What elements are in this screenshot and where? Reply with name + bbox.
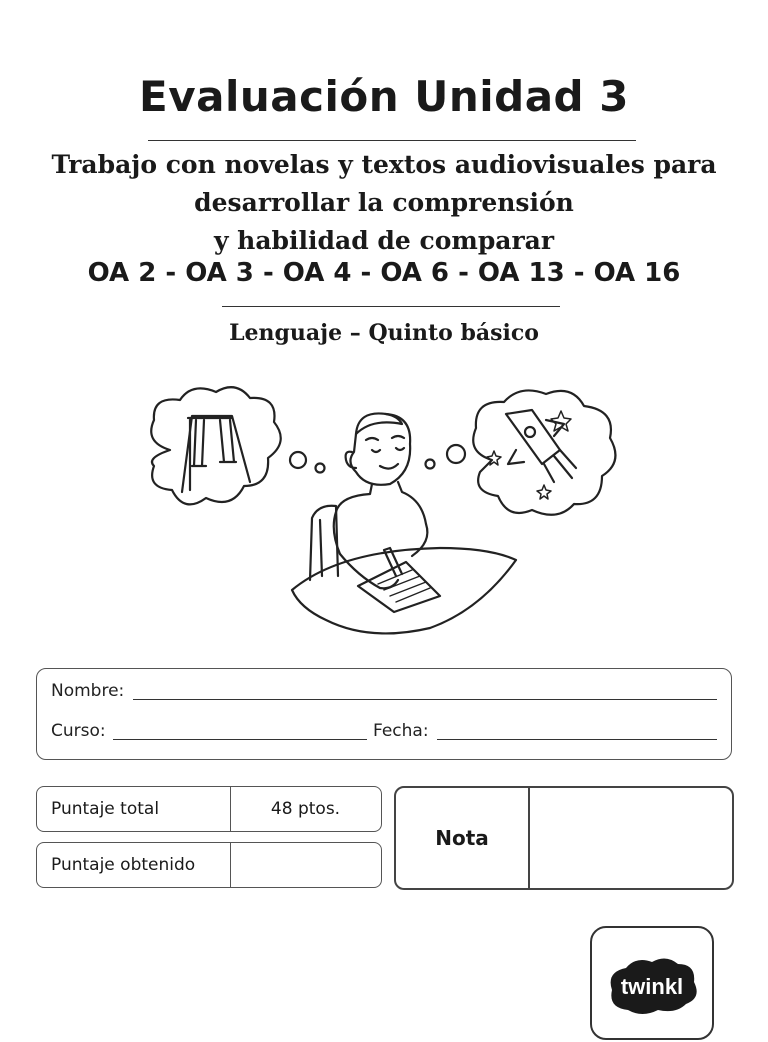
cell-divider	[230, 843, 231, 887]
title-divider	[148, 140, 636, 141]
twinkl-logo-icon	[592, 928, 712, 1038]
twinkl-logo-text: twinkl	[620, 974, 684, 999]
date-field[interactable]	[437, 739, 717, 740]
subtitle-divider	[222, 306, 560, 307]
rocket-icon	[473, 390, 615, 514]
boy-writing-illustration	[140, 380, 620, 650]
learning-objectives: OA 2 - OA 3 - OA 4 - OA 6 - OA 13 - OA 16	[87, 258, 681, 288]
name-field[interactable]	[133, 699, 717, 700]
date-label: Fecha:	[373, 721, 429, 741]
twinkl-logo	[590, 926, 714, 1040]
total-score-label: Puntaje total	[51, 799, 160, 819]
total-score-row	[36, 786, 382, 832]
subtitle	[0, 146, 768, 260]
name-label: Nombre:	[51, 681, 125, 701]
subtitle-line-1: Trabajo con novelas y textos audiovisuales para	[51, 150, 717, 179]
course-label: Lenguaje – Quinto básico	[229, 320, 539, 346]
course-field-label: Curso:	[51, 721, 106, 741]
boy-writing-icon	[292, 413, 516, 633]
subtitle-line-3: y habilidad de comparar	[213, 226, 555, 255]
total-score-value: 48 ptos.	[270, 799, 341, 819]
swing-set-icon	[151, 387, 281, 504]
subtitle-line-2: desarrollar la comprensión	[194, 188, 574, 217]
course-field[interactable]	[113, 739, 367, 740]
grade-field[interactable]	[530, 788, 732, 888]
grade-label: Nota	[435, 826, 489, 850]
student-info-box	[36, 668, 732, 760]
grade-box	[394, 786, 734, 890]
obtained-score-label: Puntaje obtenido	[51, 855, 196, 875]
page-title: Evaluación Unidad 3	[139, 72, 629, 121]
obtained-score-row	[36, 842, 382, 888]
